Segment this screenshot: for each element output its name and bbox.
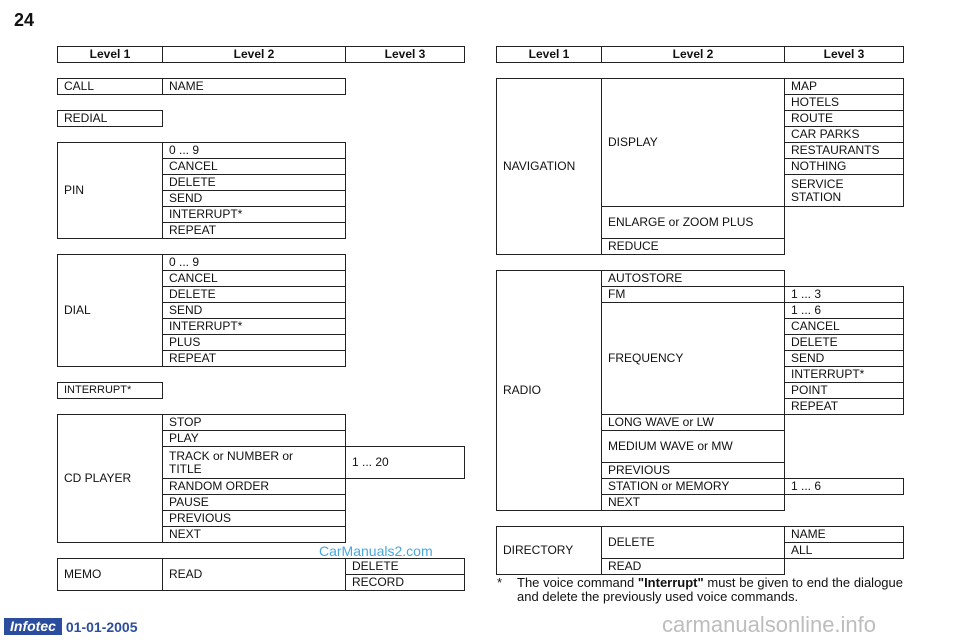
header-level1: Level 1 [57,46,163,63]
cmd-memo: MEMO [57,558,163,591]
radio-long-wave: LONG WAVE or LW [601,414,785,431]
dial-item: DELETE [162,286,346,303]
footnote-command: "Interrupt" [637,575,704,590]
cmd-pin: PIN [57,142,163,239]
cd-item: PREVIOUS [162,510,346,527]
dial-item: SEND [162,302,346,319]
footnote-marker: * [497,575,503,590]
memo-delete: DELETE [345,558,465,575]
frequency-item: INTERRUPT* [784,366,904,383]
frequency-item: SEND [784,350,904,367]
pin-item: 0 ... 9 [162,142,346,159]
dial-item: PLUS [162,334,346,351]
cmd-radio: RADIO [496,270,602,511]
frequency-item: POINT [784,382,904,399]
cmd-call: CALL [57,78,163,95]
cd-item: PLAY [162,430,346,447]
directory-delete-all: ALL [784,542,904,559]
header-level3: Level 3 [345,46,465,63]
infotec-logo: Infotec [4,618,62,635]
display-item: HOTELS [784,94,904,111]
footnote [497,576,903,604]
dial-item: 0 ... 9 [162,254,346,271]
radio-previous: PREVIOUS [601,462,785,479]
header-level1: Level 1 [496,46,602,63]
cd-track-range: 1 ... 20 [345,446,465,479]
display-item: CAR PARKS [784,126,904,143]
pin-item: CANCEL [162,158,346,175]
radio-next: NEXT [601,494,785,511]
cmd-call-name: NAME [162,78,346,95]
radio-station: STATION or MEMORY [601,478,785,495]
footer-date: 01-01-2005 [65,618,138,635]
radio-station-range: 1 ... 6 [784,478,904,495]
cd-item: NEXT [162,526,346,543]
cmd-redial: REDIAL [57,110,163,127]
cd-item: RANDOM ORDER [162,478,346,495]
site-watermark: carmanualsonline.info [662,612,877,637]
radio-autostore: AUTOSTORE [601,270,785,287]
display-item: NOTHING [784,158,904,175]
nav-reduce: REDUCE [601,238,785,255]
cmd-interrupt: INTERRUPT* [57,382,163,399]
frequency-item: CANCEL [784,318,904,335]
display-item: RESTAURANTS [784,142,904,159]
footer [4,618,138,635]
footnote-post: must be given to end the dialogue and delete the previously used voice commands. [517,575,903,604]
display-item: ROUTE [784,110,904,127]
memo-record: RECORD [345,574,465,591]
display-item: MAP [784,78,904,95]
cmd-directory: DIRECTORY [496,526,602,575]
pin-item: INTERRUPT* [162,206,346,223]
cd-item: STOP [162,414,346,431]
radio-fm: FM [601,286,785,303]
header-level3: Level 3 [784,46,904,63]
dial-item: REPEAT [162,350,346,367]
frequency-item: DELETE [784,334,904,351]
memo-read: READ [162,558,346,591]
cmd-dial: DIAL [57,254,163,367]
nav-display: DISPLAY [601,78,785,207]
frequency-item: 1 ... 6 [784,302,904,319]
header-level2: Level 2 [162,46,346,63]
cmd-navigation: NAVIGATION [496,78,602,255]
watermark: CarManuals2.com [319,543,433,559]
footnote-pre: The voice command [517,575,638,590]
directory-read: READ [601,558,785,575]
dial-item: CANCEL [162,270,346,287]
pin-item: DELETE [162,174,346,191]
cmd-cd-player: CD PLAYER [57,414,163,543]
radio-fm-range: 1 ... 3 [784,286,904,303]
directory-delete: DELETE [601,526,785,559]
display-item: SERVICE STATION [784,174,904,207]
radio-medium-wave: MEDIUM WAVE or MW [601,430,785,463]
radio-frequency: FREQUENCY [601,302,785,415]
page-number: 24 [14,10,35,30]
nav-enlarge: ENLARGE or ZOOM PLUS [601,206,785,239]
header-level2: Level 2 [601,46,785,63]
cd-item: PAUSE [162,494,346,511]
cd-item: TRACK or NUMBER or TITLE [162,446,346,479]
directory-delete-name: NAME [784,526,904,543]
frequency-item: REPEAT [784,398,904,415]
dial-item: INTERRUPT* [162,318,346,335]
pin-item: SEND [162,190,346,207]
pin-item: REPEAT [162,222,346,239]
